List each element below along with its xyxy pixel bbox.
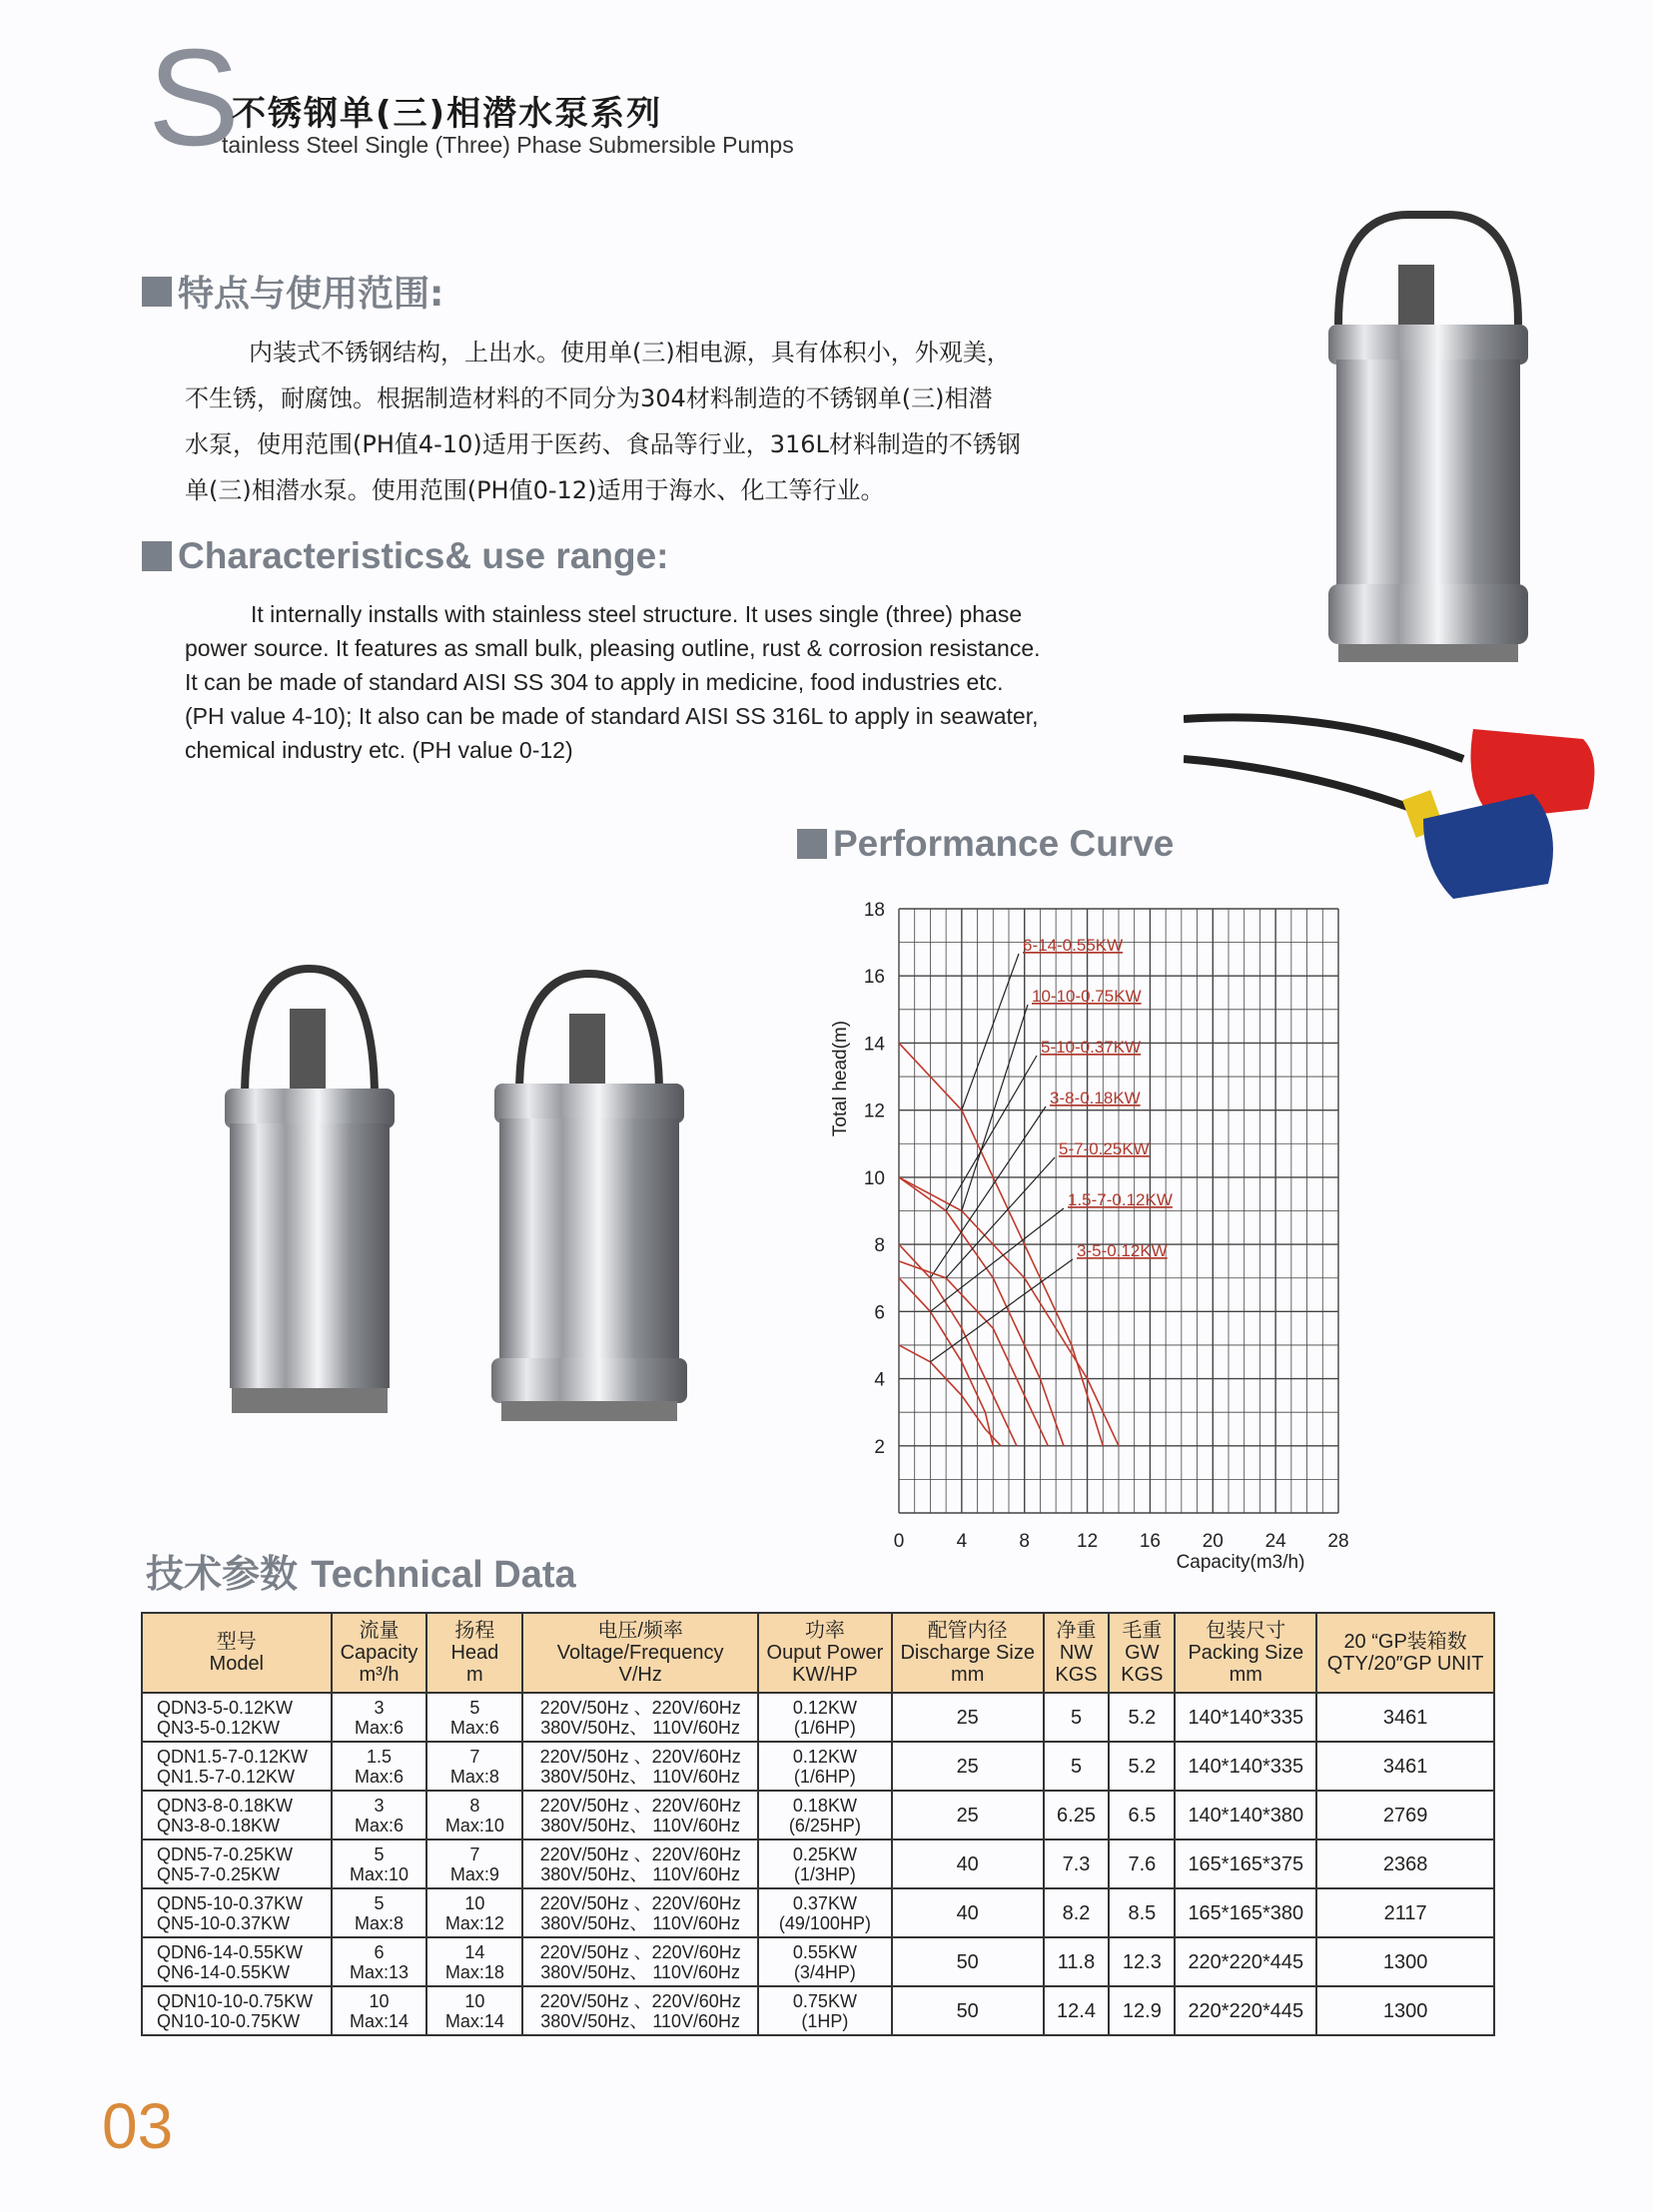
head-max: Max:8 [449,1766,499,1787]
features-cn-heading-text: 特点与使用范围: [178,274,444,315]
y-tick-label: 16 [863,967,885,989]
cell-head [426,1791,522,1840]
x-tick-label: 8 [1019,1531,1031,1552]
power-kw: 0.25KW [792,1843,857,1864]
performance-chart [819,899,1358,1578]
header-en: GW [1125,1642,1160,1664]
header-en: Head [450,1642,499,1664]
header-cn: 电压/频率 [597,1620,683,1642]
power-hp: (49/100HP) [778,1912,871,1933]
capacity-rated: 3 [374,1697,385,1718]
capacity-max: Max:6 [354,1815,405,1836]
cell-discharge: 50 [892,1986,1044,2035]
cell-power [758,1840,892,1888]
cell-head [426,1888,522,1937]
tech-title-en: Technical Data [311,1554,576,1596]
pump-photo-small [210,959,410,1438]
cell-voltage [522,1791,758,1840]
head-max: Max:6 [449,1717,499,1738]
head-max: Max:10 [444,1815,504,1836]
voltage-line2: 380V/50Hz、 110V/60Hz [540,1863,741,1884]
cell-nw: 7.3 [1044,1840,1110,1888]
cell-capacity [332,1986,427,2035]
capacity-rated: 5 [374,1843,385,1864]
features-cn-paragraph [185,330,1119,513]
y-tick-label: 2 [874,1436,885,1458]
power-hp: (3/4HP) [793,1961,856,1982]
head-rated: 14 [464,1941,485,1962]
series-label: 6-14-0.55KW [1023,936,1124,955]
cell-capacity [332,1840,427,1888]
cell-power [758,1791,892,1840]
head-max: Max:18 [444,1961,504,1982]
header-en: Model [209,1653,265,1675]
model-qn: QN5-7-0.25KW [157,1863,281,1884]
features-en-line: It can be made of standard AISI SS 304 to apply in medicine, food industries etc. [185,669,1004,695]
voltage-line2: 380V/50Hz、 110V/60Hz [540,1717,741,1738]
y-tick-label: 6 [874,1302,885,1324]
cell-nw: 5 [1044,1742,1110,1791]
y-tick-label: 10 [863,1167,885,1189]
header-discharge [892,1613,1044,1693]
page-title-cn: 不锈钢单(三)相潜水泵系列 [232,94,663,134]
head-rated: 10 [464,1892,485,1913]
cell-packing: 165*165*380 [1175,1888,1316,1937]
cell-qty: 1300 [1316,1986,1494,2035]
power-hp: (1/6HP) [793,1717,856,1738]
cell-qty: 1300 [1316,1937,1494,1986]
features-cn-heading [142,266,443,317]
cell-voltage [522,1937,758,1986]
features-en-heading-text: Characteristics& use range: [178,535,669,576]
cell-head [426,1693,522,1742]
table-row [142,1986,1494,2035]
capacity-max: Max:8 [354,1912,405,1933]
power-kw: 0.75KW [792,1990,857,2011]
table-row [142,1791,1494,1840]
header-model [142,1613,332,1693]
pump-photo-large [1298,205,1558,674]
cell-nw: 5 [1044,1693,1110,1742]
features-cn-line: 内装式不锈钢结构，上出水。使用单(三)相电源，具有体积小，外观美， [249,339,1011,367]
cell-gw: 5.2 [1109,1742,1175,1791]
capacity-rated: 10 [369,1990,390,2011]
head-max: Max:14 [444,2010,504,2031]
features-en-line: chemical industry etc. (PH value 0-12) [185,737,573,763]
header-power [758,1613,892,1693]
head-max: Max:9 [449,1863,499,1884]
features-en-line: (PH value 4-10); It also can be made of standard AISI SS 316L to apply in seawater, [185,703,1039,729]
cell-voltage [522,1693,758,1742]
tech-table-header-row [142,1613,1494,1693]
header-unit: V/Hz [618,1664,662,1686]
power-kw: 0.12KW [792,1746,857,1767]
head-rated: 8 [469,1795,480,1816]
cell-power [758,1693,892,1742]
y-tick-label: 18 [863,900,885,921]
x-tick-label: 28 [1327,1531,1349,1552]
header-en: Packing Size [1188,1642,1304,1664]
cell-packing: 140*140*335 [1175,1693,1316,1742]
table-row [142,1840,1494,1888]
header-en: NW [1059,1642,1094,1664]
model-qdn: QDN5-10-0.37KW [157,1892,304,1913]
header-unit: mm [951,1664,985,1686]
voltage-line2: 380V/50Hz、 110V/60Hz [540,1912,741,1933]
header-cn: 流量 [359,1620,400,1642]
header-unit: m³/h [359,1664,400,1686]
model-qn: QN3-5-0.12KW [157,1717,281,1738]
header-cn: 配管内径 [927,1620,1008,1642]
header-cn: 净重 [1056,1620,1097,1642]
cell-qty: 3461 [1316,1742,1494,1791]
cell-head [426,1742,522,1791]
power-kw: 0.55KW [792,1941,857,1962]
cell-gw: 12.9 [1109,1986,1175,2035]
header-head [426,1613,522,1693]
chart-x-axis-label: Capacity(m3/h) [1176,1552,1305,1573]
series-label: 10-10-0.75KW [1032,987,1142,1006]
features-en-line: It internally installs with stainless steel structure. It uses single (three) phase [251,601,1023,627]
table-row [142,1742,1494,1791]
power-hp: (6/25HP) [788,1815,861,1836]
cell-discharge: 25 [892,1693,1044,1742]
square-bullet-icon [797,829,827,859]
series-label: 3-5-0.12KW [1077,1241,1168,1260]
voltage-line2: 380V/50Hz、 110V/60Hz [540,2010,741,2031]
square-bullet-icon [142,277,172,307]
series-leader-line [930,1208,1064,1311]
model-qn: QN10-10-0.75KW [157,2010,301,2031]
cell-packing: 165*165*375 [1175,1840,1316,1888]
header-en: Discharge Size [900,1642,1035,1664]
capacity-max: Max:6 [354,1717,405,1738]
cell-voltage [522,1888,758,1937]
cell-power [758,1888,892,1937]
power-kw: 0.37KW [792,1892,857,1913]
features-cn-line: 不生锈，耐腐蚀。根据制造材料的不同分为304材料制造的不锈钢单(三)相潜 [185,384,993,412]
x-tick-label: 24 [1264,1531,1286,1552]
capacity-rated: 6 [374,1941,385,1962]
cell-voltage [522,1986,758,2035]
float-switch-photo [1184,699,1623,909]
header-cn: 扬程 [454,1620,495,1642]
table-row [142,1888,1494,1937]
cell-qty: 2769 [1316,1791,1494,1840]
model-qdn: QDN3-5-0.12KW [157,1697,294,1718]
cell-nw: 11.8 [1044,1937,1110,1986]
cell-model [142,1986,332,2035]
header-unit: KGS [1121,1664,1164,1686]
head-max: Max:12 [444,1912,504,1933]
capacity-rated: 1.5 [366,1746,393,1767]
model-qn: QN6-14-0.55KW [157,1961,291,1982]
cell-qty: 2117 [1316,1888,1494,1937]
header-qty [1316,1613,1494,1693]
pump-photo-medium [479,964,699,1443]
cell-capacity [332,1693,427,1742]
cell-packing: 220*220*445 [1175,1937,1316,1986]
voltage-line1: 220V/50Hz 、220V/60Hz [539,1941,741,1962]
capacity-rated: 3 [374,1795,385,1816]
model-qn: QN1.5-7-0.12KW [157,1766,296,1787]
header-unit: m [466,1664,483,1686]
header-capacity [332,1613,427,1693]
cell-model [142,1693,332,1742]
tech-data-title [146,1543,576,1598]
page-title-en: tainless Steel Single (Three) Phase Submersible Pumps [222,132,794,158]
voltage-line2: 380V/50Hz、 110V/60Hz [540,1961,741,1982]
power-kw: 0.18KW [792,1795,857,1816]
header-cn: 型号 [216,1631,257,1653]
y-tick-label: 8 [874,1235,885,1257]
performance-heading [797,823,1174,865]
header-en: Voltage/Frequency [556,1642,724,1664]
cell-capacity [332,1791,427,1840]
cell-model [142,1791,332,1840]
power-hp: (1HP) [801,2010,849,2031]
features-cn-line: 水泵，使用范围(PH值4-10)适用于医药、食品等行业，316L材料制造的不锈钢 [185,430,1021,458]
cell-power [758,1742,892,1791]
performance-heading-text: Performance Curve [833,823,1175,864]
header-cn: 20 “GP装箱数 [1343,1631,1467,1653]
series-label: 5-10-0.37KW [1041,1038,1142,1057]
cell-qty: 3461 [1316,1693,1494,1742]
model-qdn: QDN10-10-0.75KW [157,1990,314,2011]
capacity-max: Max:14 [349,2010,410,2031]
series-label: 1.5-7-0.12KW [1068,1190,1173,1209]
head-rated: 7 [469,1843,480,1864]
header-en: Ouput Power [766,1642,884,1664]
cell-gw: 7.6 [1109,1840,1175,1888]
header-unit: KGS [1055,1664,1098,1686]
x-tick-label: 16 [1139,1531,1161,1552]
cell-gw: 8.5 [1109,1888,1175,1937]
y-tick-label: 14 [863,1034,885,1056]
model-qdn: QDN1.5-7-0.12KW [157,1746,309,1767]
header-voltage [522,1613,758,1693]
x-tick-label: 4 [956,1531,968,1552]
cell-power [758,1986,892,2035]
cell-packing: 140*140*335 [1175,1742,1316,1791]
cell-head [426,1937,522,1986]
x-tick-label: 20 [1202,1531,1224,1552]
model-qn: QN3-8-0.18KW [157,1815,281,1836]
cell-discharge: 25 [892,1742,1044,1791]
cell-head [426,1986,522,2035]
header-cn: 包装尺寸 [1206,1620,1286,1642]
power-hp: (1/6HP) [793,1766,856,1787]
capacity-max: Max:10 [349,1863,410,1884]
cell-packing: 140*140*380 [1175,1791,1316,1840]
capacity-rated: 5 [374,1892,385,1913]
header-en: QTY/20″GP UNIT [1326,1653,1484,1675]
header-cn: 毛重 [1122,1620,1163,1642]
capacity-max: Max:13 [349,1961,410,1982]
cell-nw: 12.4 [1044,1986,1110,2035]
cell-qty: 2368 [1316,1840,1494,1888]
cell-model [142,1742,332,1791]
y-tick-label: 12 [863,1101,885,1122]
voltage-line1: 220V/50Hz 、220V/60Hz [539,1697,741,1718]
y-tick-label: 4 [874,1369,885,1391]
cell-voltage [522,1840,758,1888]
voltage-line1: 220V/50Hz 、220V/60Hz [539,1795,741,1816]
header-unit: KW/HP [792,1664,858,1686]
cell-power [758,1937,892,1986]
cell-model [142,1888,332,1937]
title-initial: S [148,21,241,175]
cell-gw: 6.5 [1109,1791,1175,1840]
page-number: 03 [102,2090,174,2162]
cell-head [426,1840,522,1888]
power-hp: (1/3HP) [793,1863,856,1884]
cell-discharge: 40 [892,1888,1044,1937]
cell-discharge: 40 [892,1840,1044,1888]
cell-model [142,1840,332,1888]
series-label: 3-8-0.18KW [1050,1089,1141,1107]
cell-gw: 5.2 [1109,1693,1175,1742]
header-packing [1175,1613,1316,1693]
tech-title-cn: 技术参数 [146,1552,299,1596]
cell-capacity [332,1937,427,1986]
voltage-line1: 220V/50Hz 、220V/60Hz [539,1746,741,1767]
model-qn: QN5-10-0.37KW [157,1912,291,1933]
model-qdn: QDN3-8-0.18KW [157,1795,294,1816]
cell-model [142,1937,332,1986]
head-rated: 7 [469,1746,480,1767]
cell-nw: 8.2 [1044,1888,1110,1937]
series-label: 5-7-0.25KW [1059,1139,1150,1158]
voltage-line2: 380V/50Hz、 110V/60Hz [540,1815,741,1836]
features-en-heading [142,535,668,577]
features-en-paragraph [185,597,1129,767]
voltage-line1: 220V/50Hz 、220V/60Hz [539,1990,741,2011]
voltage-line1: 220V/50Hz 、220V/60Hz [539,1892,741,1913]
chart-y-axis-label: Total head(m) [830,1020,851,1137]
cell-capacity [332,1888,427,1937]
capacity-max: Max:6 [354,1766,405,1787]
header-nw [1044,1613,1110,1693]
table-row [142,1693,1494,1742]
features-cn-line: 单(三)相潜水泵。使用范围(PH值0-12)适用于海水、化工等行业。 [185,476,885,504]
series-leader-line [962,954,1019,1110]
head-rated: 10 [464,1990,485,2011]
head-rated: 5 [469,1697,480,1718]
table-row [142,1937,1494,1986]
x-tick-label: 0 [893,1531,905,1552]
cell-packing: 220*220*445 [1175,1986,1316,2035]
model-qdn: QDN5-7-0.25KW [157,1843,294,1864]
header-gw [1109,1613,1175,1693]
voltage-line1: 220V/50Hz 、220V/60Hz [539,1843,741,1864]
cell-gw: 12.3 [1109,1937,1175,1986]
header-unit: mm [1229,1664,1262,1686]
x-tick-label: 12 [1077,1531,1099,1552]
square-bullet-icon [142,541,172,571]
model-qdn: QDN6-14-0.55KW [157,1941,304,1962]
cell-discharge: 50 [892,1937,1044,1986]
voltage-line2: 380V/50Hz、 110V/60Hz [540,1766,741,1787]
tech-data-table [141,1612,1495,2036]
header-en: Capacity [340,1642,418,1664]
features-en-line: power source. It features as small bulk, pleasing outline, rust & corrosion resistance. [185,635,1041,661]
cell-discharge: 25 [892,1791,1044,1840]
header-cn: 功率 [804,1620,845,1642]
cell-nw: 6.25 [1044,1791,1110,1840]
cell-voltage [522,1742,758,1791]
power-kw: 0.12KW [792,1697,857,1718]
cell-capacity [332,1742,427,1791]
